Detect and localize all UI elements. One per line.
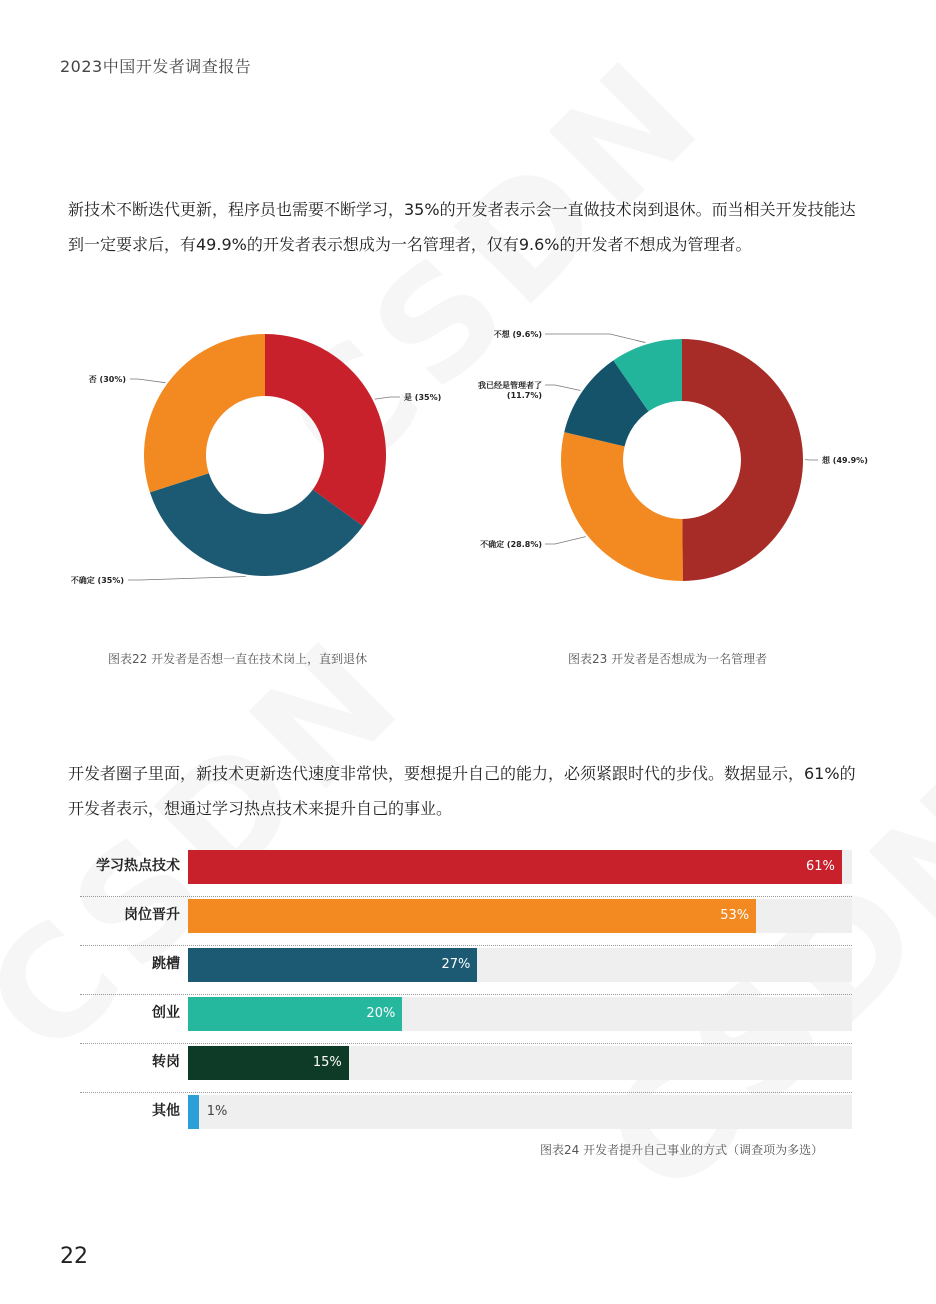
donut-label-1-2: 否 (30%) <box>88 375 126 384</box>
bar-value-label: 27% <box>441 957 471 972</box>
donut-leader-1-0 <box>375 397 400 399</box>
donut-label-1-1: 不确定 (35%) <box>70 576 124 585</box>
donut-chart-manager <box>470 320 890 590</box>
donut-leader-2-3 <box>545 334 645 343</box>
page-number: 22 <box>60 1244 88 1269</box>
bar-row <box>80 897 852 946</box>
donut-label-2-2: 我已经是管理者了 <box>478 381 542 390</box>
donut-leader-2-2 <box>545 385 580 391</box>
bar-row <box>80 848 852 897</box>
bar-track <box>188 997 852 1031</box>
donut-label-2-2-line2: (11.7%) <box>506 391 542 400</box>
bar-value-label: 53% <box>720 908 750 923</box>
bar-label: 跳槽 <box>152 956 180 972</box>
report-header: 2023中国开发者调查报告 <box>60 57 252 76</box>
bar-label: 岗位晋升 <box>124 907 180 923</box>
bar-track <box>188 899 852 933</box>
intro-paragraph-1: 新技术不断迭代更新，程序员也需要不断学习，35%的开发者表示会一直做技术岗到退休。而当相关开发技能达到一定要求后，有49.9%的开发者表示想成为一名管理者，仅有9.6%的开发者不想成为管理者。 <box>68 200 856 254</box>
caption-chart-23: 图表23 开发者是否想成为一名管理者 <box>568 652 768 666</box>
bar-row <box>80 946 852 995</box>
intro-paragraph-2: 开发者圈子里面，新技术更新迭代速度非常快，要想提升自己的能力，必须紧跟时代的步伐。数据显示，61%的开发者表示，想通过学习热点技术来提升自己的事业。 <box>68 764 856 818</box>
donut-label-1-0: 是 (35%) <box>404 393 442 402</box>
bar-value-label: 15% <box>312 1055 342 1070</box>
donut-slice-1-0 <box>265 334 386 526</box>
donut-leader-1-2 <box>130 379 165 383</box>
bar-row <box>80 1044 852 1093</box>
bar-fill <box>188 1095 199 1129</box>
donut-label-2-0: 想 (49.9%) <box>822 456 868 465</box>
donut-slice-2-0 <box>682 339 803 581</box>
caption-chart-22: 图表22 开发者是否想一直在技术岗上，直到退休 <box>108 652 368 666</box>
bar-value-label: 61% <box>806 859 835 874</box>
donut-label-2-1: 不确定 (28.8%) <box>480 540 542 549</box>
bar-row <box>80 995 852 1044</box>
donut-leader-2-1 <box>545 537 586 544</box>
bar-label: 其他 <box>152 1103 180 1119</box>
bar-fill <box>188 948 477 982</box>
bar-value-label: 1% <box>206 1104 228 1119</box>
bar-fill <box>188 850 842 884</box>
bar-track <box>188 948 852 982</box>
bar-chart-career <box>80 848 852 1142</box>
bar-label: 学习热点技术 <box>96 858 180 874</box>
donut-slice-1-2 <box>144 334 265 492</box>
donut-chart-retire <box>60 325 460 595</box>
donut-slice-2-1 <box>561 432 683 581</box>
bar-label: 创业 <box>152 1005 180 1021</box>
caption-chart-24: 图表24 开发者提升自己事业的方式（调查项为多选） <box>540 1143 824 1157</box>
donut-label-2-3: 不想 (9.6%) <box>493 330 542 339</box>
bar-fill <box>188 899 756 933</box>
bar-track <box>188 850 852 884</box>
bar-value-label: 20% <box>366 1006 396 1021</box>
bar-label: 转岗 <box>152 1054 180 1070</box>
donut-leader-1-1 <box>128 576 246 580</box>
bar-track <box>188 1046 852 1080</box>
bar-track <box>188 1095 852 1129</box>
bar-row <box>80 1093 852 1142</box>
